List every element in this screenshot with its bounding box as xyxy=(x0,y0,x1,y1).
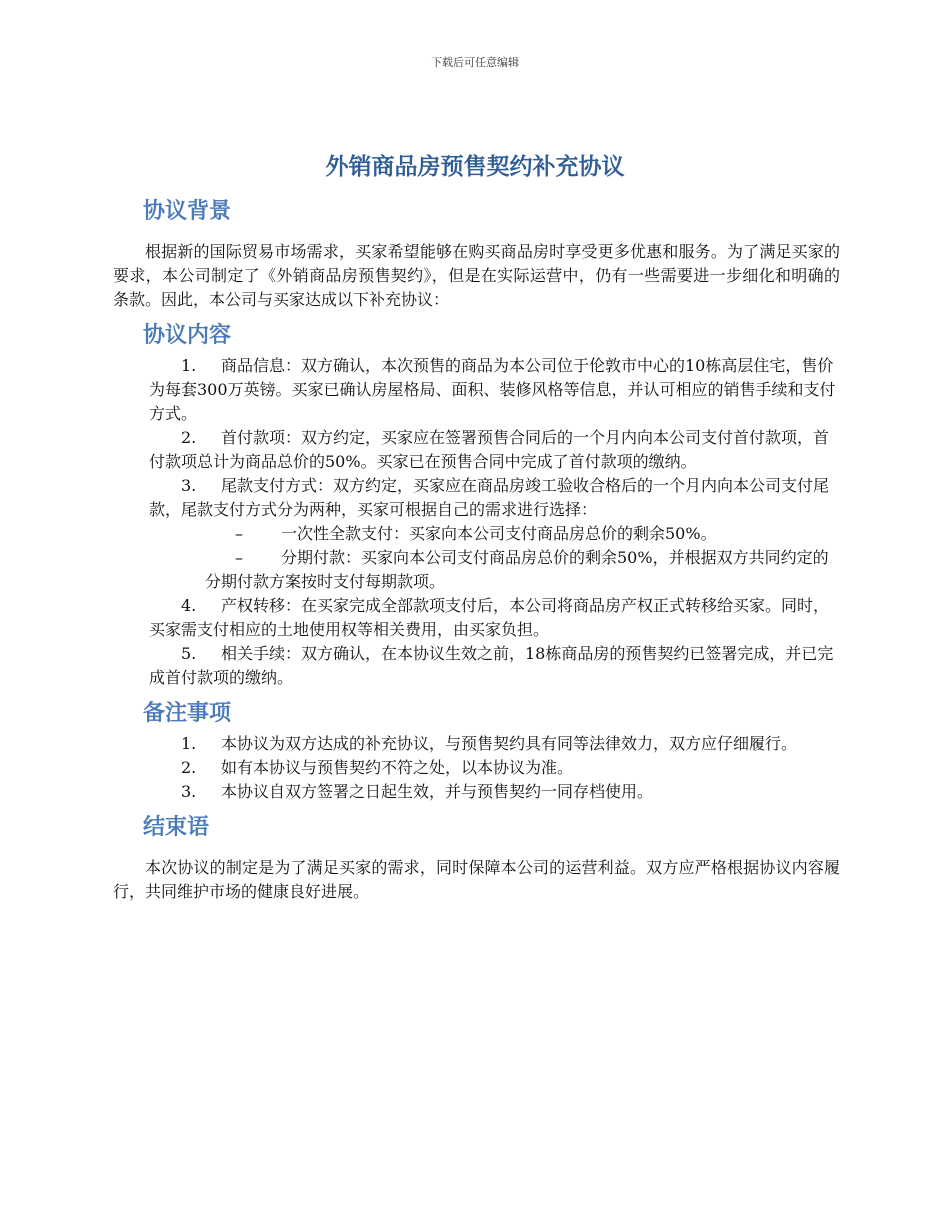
header-note: 下载后可任意编辑 xyxy=(431,56,519,69)
dash-bullet: – xyxy=(235,524,243,543)
list-item-text: 相关手续：双方确认，在本协议生效之前，18栋商品房的预售契约已签署完成，并已完成首付款项的缴纳。 xyxy=(149,644,834,687)
section-heading-content: 协议内容 xyxy=(143,323,232,348)
list-item xyxy=(113,474,840,522)
list-number: 2. xyxy=(181,758,197,777)
list-number: 5. xyxy=(181,644,197,663)
section-heading-notes: 备注事项 xyxy=(143,701,232,726)
list-number: 1. xyxy=(181,356,197,375)
conclusion-paragraph: 本次协议的制定是为了满足买家的需求，同时保障本公司的运营利益。双方应严格根据协议内容履行，共同维护市场的健康良好进展。 xyxy=(113,858,840,901)
list-item-text: 尾款支付方式：双方约定，买家应在商品房竣工验收合格后的一个月内向本公司支付尾款，尾款支付方式分为两种，买家可根据自己的需求进行选择： xyxy=(149,476,830,519)
document-title: 外销商品房预售契约补充协议 xyxy=(325,154,625,180)
list-number: 4. xyxy=(181,596,197,615)
section-heading-conclusion: 结束语 xyxy=(143,815,210,840)
list-number: 2. xyxy=(181,428,197,447)
list-item xyxy=(113,426,840,474)
list-item-text: 首付款项：双方约定，买家应在签署预售合同后的一个月内向本公司支付首付款项，首付款项总计为商品总价的50%。买家已在预售合同中完成了首付款项的缴纳。 xyxy=(149,428,830,471)
list-item xyxy=(113,732,840,756)
list-item xyxy=(113,594,840,642)
background-paragraph: 根据新的国际贸易市场需求，买家希望能够在购买商品房时享受更多优惠和服务。为了满足买家的要求，本公司制定了《外销商品房预售契约》，但是在实际运营中，仍有一些需要进一步细化和明确的条款。因此，本公司与买家达成以下补充协议： xyxy=(113,242,840,309)
list-number: 3. xyxy=(181,782,197,801)
list-number: 1. xyxy=(181,734,197,753)
sub-list-item-text: 一次性全款支付：买家向本公司支付商品房总价的剩余50%。 xyxy=(281,524,717,543)
sub-list-item-text: 分期付款：买家向本公司支付商品房总价的剩余50%，并根据双方共同约定的分期付款方案按时支付每期款项。 xyxy=(205,548,829,591)
list-item-text: 商品信息：双方确认，本次预售的商品为本公司位于伦敦市中心的10栋高层住宅，售价为每套300万英镑。买家已确认房屋格局、面积、装修风格等信息，并认可相应的销售手续和支付方式。 xyxy=(149,356,836,423)
document-body xyxy=(113,190,840,904)
sub-list-item xyxy=(113,522,840,546)
list-item-text: 如有本协议与预售契约不符之处，以本协议为准。 xyxy=(221,758,574,777)
list-item-text: 本协议自双方签署之日起生效，并与预售契约一同存档使用。 xyxy=(221,782,654,801)
list-number: 3. xyxy=(181,476,197,495)
list-item-text: 本协议为双方达成的补充协议，与预售契约具有同等法律效力，双方应仔细履行。 xyxy=(221,734,798,753)
list-item xyxy=(113,354,840,426)
section-heading-background: 协议背景 xyxy=(143,199,232,224)
list-item xyxy=(113,642,840,690)
list-item xyxy=(113,780,840,804)
dash-bullet: – xyxy=(235,548,243,567)
sub-list-item xyxy=(113,546,840,594)
list-item-text: 产权转移：在买家完成全部款项支付后，本公司将商品房产权正式转移给买家。同时，买家需支付相应的土地使用权等相关费用，由买家负担。 xyxy=(149,596,830,639)
list-item xyxy=(113,756,840,780)
